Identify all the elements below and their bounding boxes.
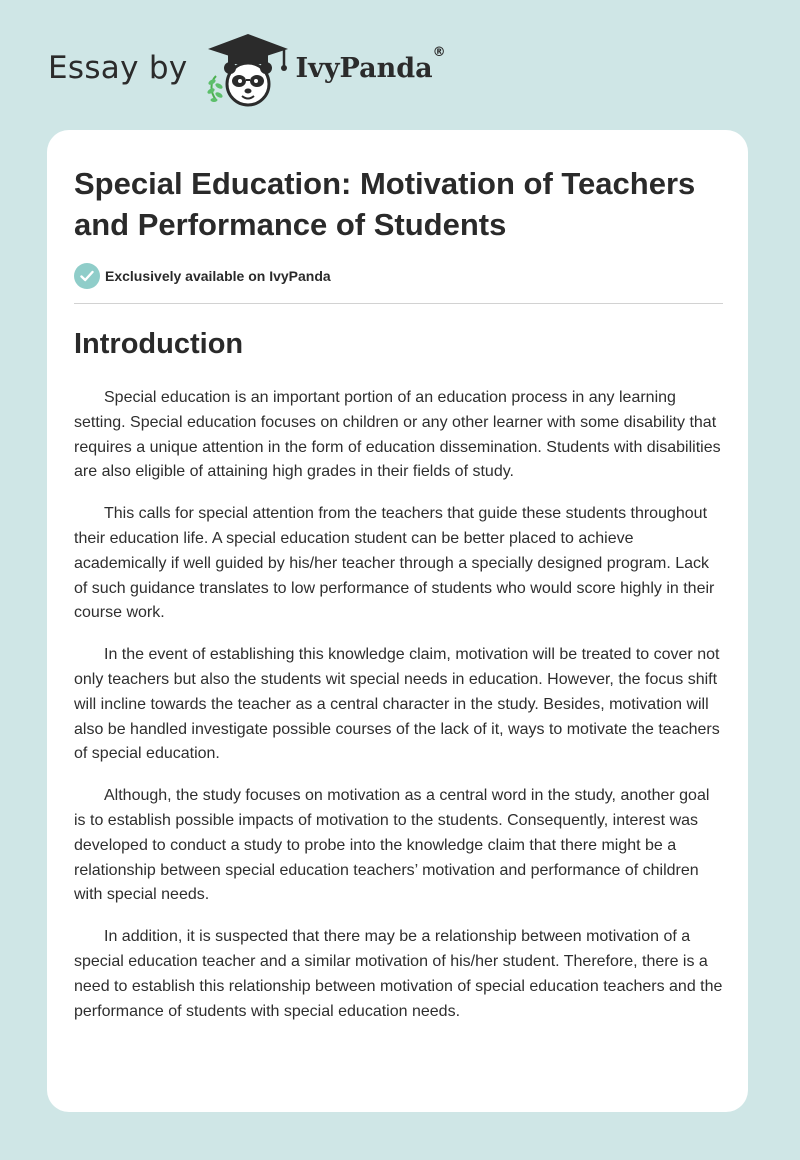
essay-body [74,386,724,1041]
paragraph: Special education is an important portion of an education process in any learning setting. Special education focuses on children or any other learner with some disability that requires a unique attention in the form of education dissemination. Students with disabilities are also eligible of attaining high grades in their fields of study. [74,389,721,481]
brand-header[interactable] [48,30,446,110]
divider [74,303,723,304]
check-circle-icon [74,263,100,289]
section-heading: Introduction [74,328,244,360]
panda-logo-icon [202,30,294,110]
brand-prefix: Essay by [48,50,188,86]
paragraph: This calls for special attention from the teachers that guide these students throughout their education life. A special education student can be better placed to achieve academically if well guided by his/her teacher through a specially designed program. Lack of such guidance translates to low performance of students who would score highly in their course work. [74,505,715,622]
registered-mark: ® [432,44,446,60]
page-title: Special Education: Motivation of Teachers and Performance of Students [74,166,696,242]
exclusive-badge [74,263,331,289]
exclusive-label: Exclusively available on IvyPanda [105,268,331,284]
essay-card [47,130,748,1112]
brand-name-text: IvyPanda [295,52,433,84]
paragraph: In addition, it is suspected that there may be a relationship between motivation of a special education teacher and a similar motivation of his/her student. Therefore, there is a need to establish this relationship between motivation of special education teachers and the performance of students with special education needs. [74,928,723,1020]
brand-name [295,44,446,84]
paragraph: In the event of establishing this knowledge claim, motivation will be treated to cover not only teachers but also the students wit special needs in education. However, the focus shift will incline towards the teacher as a central character in the study. Besides, motivation will also be handled investigate possible courses of the lack of it, ways to motivate the teachers of special education. [74,646,720,763]
paragraph: Although, the study focuses on motivation as a central word in the study, another goal is to establish possible impacts of motivation to the students. Consequently, interest was developed to conduct a study to probe into the knowledge claim that there might be a relationship between special education teachers’ motivation and performance of children with special needs. [74,787,710,904]
